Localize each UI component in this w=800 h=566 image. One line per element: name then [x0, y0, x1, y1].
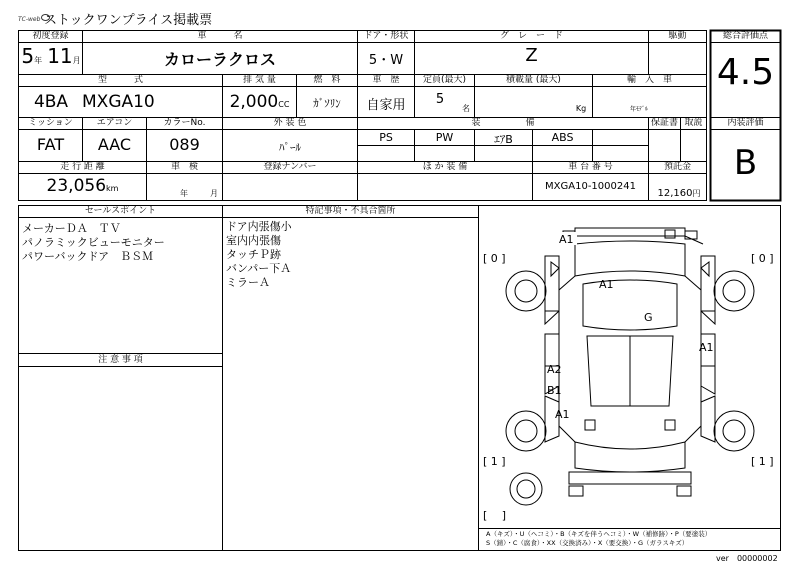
tire-spare: [ ] [483, 509, 507, 522]
manual-header: 取説 [684, 118, 703, 128]
displacement-header: 排 気 量 [243, 75, 276, 85]
remark-line: タッチＰ跡 [226, 248, 281, 261]
sales-point-line: パワーバックドア ＢＳＭ [22, 250, 154, 263]
type-header: 型 式 [97, 75, 143, 85]
load-header: 積載量 (最大) [506, 75, 561, 85]
first-reg-month-unit: 年 [34, 56, 43, 65]
legend-line: S（錆）・C（腐食）・XX（交換済み）・X（要交換）・G（ガラスキズ） [486, 539, 689, 547]
tire-front-left: [ 0 ] [483, 252, 506, 265]
wheel-rear-left [506, 411, 546, 451]
deposit-header: 預託金 [663, 162, 691, 172]
damage-legend [486, 530, 711, 548]
mission-header: ミッション [28, 118, 73, 128]
chassis-header: 車 台 番 号 [568, 162, 613, 172]
car-name-header: 車 名 [197, 31, 243, 41]
displacement-value [223, 92, 296, 112]
wheel-spare [510, 473, 542, 505]
mission-value: FAT [36, 135, 65, 154]
sales-point-line: パノラミックビューモニター [22, 236, 165, 249]
mileage-number: 23,056 [46, 176, 107, 196]
tire-rear-right: [ 1 ] [751, 455, 774, 468]
deposit-unit: 円 [692, 189, 701, 198]
remark-line: バンパー下Ａ [226, 262, 292, 275]
first-reg-day: 11 [47, 44, 73, 68]
total-score-value: 4.5 [716, 52, 775, 93]
capacity-header: 定員(最大) [422, 75, 467, 85]
color-no-header: カラーNo. [163, 118, 206, 128]
interior-score-label: 内装評価 [727, 118, 764, 128]
sales-points-header: セールスポイント [84, 206, 157, 216]
damage-mark-left-rear: A1 [555, 408, 570, 421]
remark-line: ドア内張傷小 [226, 220, 292, 233]
equipment-airbag: ｴｱB [494, 133, 513, 146]
interior-score-value: B [733, 143, 758, 183]
version-label: ver 00000002 [716, 554, 778, 563]
sales-points-list [22, 222, 165, 264]
damage-mark-right-side: A1 [699, 341, 714, 354]
damage-mark-hood: A1 [599, 278, 614, 291]
warranty-header: 保証書 [650, 118, 678, 128]
car-name-value: カローラクロス [163, 50, 276, 69]
first-reg-header: 初度登録 [32, 31, 69, 41]
drive-header: 駆動 [668, 31, 687, 41]
damage-mark-left-door-b1: B1 [547, 384, 562, 397]
history-value: 自家用 [366, 98, 406, 113]
inspection-year-unit: 年 [180, 189, 188, 198]
displacement-number: 2,000 [229, 92, 279, 112]
remarks-header: 特記事項・不具合箇所 [305, 206, 396, 216]
logo-text: TC-web [18, 16, 41, 23]
mileage-header: 走 行 距 離 [60, 162, 105, 172]
inspection-month-unit: 月 [210, 189, 218, 198]
color-no-value: 089 [169, 135, 200, 154]
car-diagram [479, 206, 781, 528]
door-shape-header: ドア・形状 [363, 31, 409, 41]
plate-header: 登録ナンバー [263, 162, 317, 172]
import-note: 年ﾓﾃﾞﾙ [629, 106, 648, 113]
deposit-number: 12,160 [657, 188, 693, 199]
exterior-value: ﾊﾟｰﾙ [279, 141, 301, 154]
remark-line: ミラーＡ [226, 276, 270, 289]
other-equipment-header: ほ か 装 備 [422, 162, 468, 172]
aircon-value: AAC [97, 135, 132, 154]
load-unit: Kg [575, 104, 587, 113]
fuel-header: 燃 料 [313, 75, 341, 85]
mileage-unit: km [106, 184, 119, 193]
chassis-value: MXGA10-1000241 [545, 181, 636, 192]
tire-rear-left: [ 1 ] [483, 455, 506, 468]
damage-mark-left-door-a2: A2 [547, 363, 562, 376]
first-reg-day-unit: 月 [72, 56, 81, 65]
damage-mark-windshield: G [644, 311, 653, 324]
capacity-unit: 名 [462, 104, 470, 113]
door-shape-value: 5・W [368, 53, 404, 68]
aircon-header: エアコン [96, 118, 133, 128]
exterior-header: 外 装 色 [273, 118, 307, 128]
type-model-value: MXGA10 [82, 92, 155, 112]
remarks-list [226, 220, 292, 290]
total-score-label: 総合評価点 [722, 31, 768, 41]
deposit-value [649, 181, 709, 200]
damage-mark-front-bumper: A1 [559, 233, 574, 246]
grade-value: Z [525, 45, 538, 66]
fuel-value: ｶﾞｿﾘﾝ [313, 97, 341, 110]
first-reg-value [20, 44, 82, 68]
notes-header: 注 意 事 項 [98, 355, 143, 365]
wheel-front-left [506, 271, 546, 311]
wheel-rear-right [714, 411, 754, 451]
equipment-header: 装 備 [471, 118, 535, 128]
import-header: 輸 入 車 [626, 75, 672, 85]
sheet-title: ストックワンプライス掲載票 [44, 13, 213, 28]
history-header: 車 歴 [372, 75, 400, 85]
sales-point-line: メーカーＤＡ ＴＶ [22, 222, 121, 235]
equipment-ps: PS [379, 131, 393, 144]
mileage-value [19, 176, 146, 196]
tire-front-right: [ 0 ] [751, 252, 774, 265]
equipment-abs: ABS [551, 131, 574, 144]
capacity-value: 5 [435, 92, 445, 107]
legend-line: A（キズ）・U（ヘコミ）・B（キズを伴うヘコミ）・W（補修跡）・P（要塗装） [486, 530, 712, 538]
remark-line: 室内内張傷 [226, 234, 281, 247]
first-reg-month: 5 [21, 44, 35, 68]
wheel-front-right [714, 271, 754, 311]
inspection-header: 車 検 [170, 162, 198, 172]
displacement-unit: CC [278, 100, 290, 109]
type-prefix-value: 4BA [33, 92, 69, 112]
grade-header: グ レ ー ド [499, 31, 563, 41]
equipment-pw: PW [435, 131, 454, 144]
